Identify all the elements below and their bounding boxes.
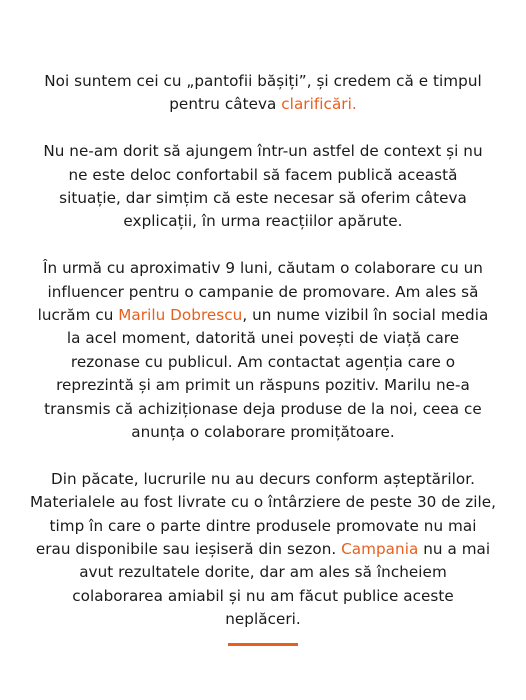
text-line [18,210,508,233]
text-line [18,398,508,421]
text-segment: transmis că achiziționase deja produse de la noi, ceea ce [44,399,482,418]
text-line [18,538,508,561]
text-segment: lucrăm cu [37,306,119,325]
text-line [18,468,508,491]
text-segment: pentru câteva [169,95,282,114]
text-segment: reprezintă și am primit un răspuns pozitiv. Marilu ne-a [56,376,470,395]
text-line [18,515,508,538]
text-segment: timp în care o parte dintre produsele promovate nu mai [49,516,477,535]
text-segment: colaborarea amiabil și nu am făcut publice aceste [72,586,454,605]
text-segment: rezonase cu publicul. Am contactat agenția care o [70,352,456,371]
text-segment: ne este deloc confortabil să facem publică această [68,165,458,184]
text-segment: neplăceri. [225,610,301,629]
text-line [18,93,508,116]
text-segment: Materialele au fost livrate cu o întârziere de peste 30 de zile, [29,493,497,512]
text-line [18,70,508,93]
highlighted-text: Marilu Dobrescu [118,306,243,325]
highlighted-text: Campania [341,540,419,559]
text-segment: Din păcate, lucrurile nu au decurs conform așteptărilor. [50,469,475,488]
text-segment: influencer pentru o campanie de promovare. Am ales să [47,282,479,301]
accent-divider [228,643,298,646]
text-line [18,327,508,350]
text-segment: În urmă cu aproximativ 9 luni, căutam o colaborare cu un [43,259,483,278]
text-segment: erau disponibile sau ieșiseră din sezon. [35,540,342,559]
text-line [18,140,508,163]
text-line [18,187,508,210]
text-segment: nu a mai [418,540,491,559]
text-line [18,257,508,280]
text-line [18,585,508,608]
text-line [18,164,508,187]
highlighted-text: clarificări. [281,95,357,114]
statement-paragraph [18,70,508,117]
text-segment: , un nume vizibil în social media [242,306,489,325]
text-line [18,351,508,374]
text-segment: Noi suntem cei cu „pantofii bășiți”, și credem că e timpul [44,72,482,90]
text-line [18,561,508,584]
statement-paragraph [18,140,508,234]
statement-paragraph [18,257,508,444]
text-line [18,374,508,397]
statement-paragraph [18,468,508,632]
text-line [18,281,508,304]
text-segment: explicații, în urma reacțiilor apărute. [123,212,403,231]
text-line [18,491,508,514]
text-line [18,421,508,444]
text-segment: avut rezultatele dorite, dar am ales să încheiem [79,563,447,582]
statement-text [18,70,508,655]
text-segment: anunța o colaborare promițătoare. [131,423,395,442]
text-line [18,304,508,327]
text-segment: situație, dar simțim că este necesar să oferim câteva [59,189,467,208]
text-segment: Nu ne-am dorit să ajungem într-un astfel de context și nu [43,142,483,161]
text-segment: la acel moment, datorită unei povești de viață care [66,329,460,348]
text-line [18,608,508,631]
